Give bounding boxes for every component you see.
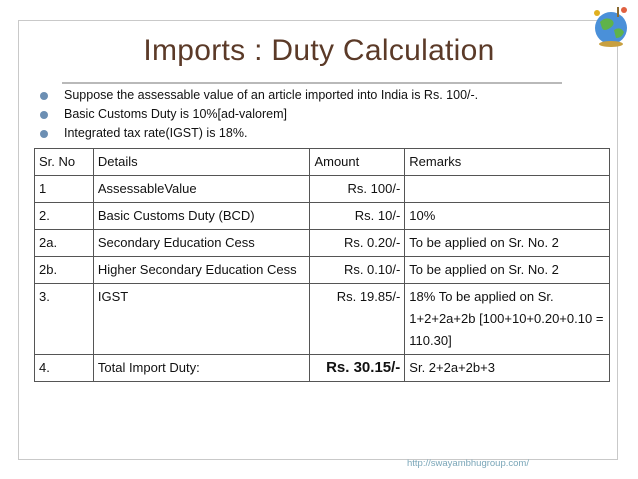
cell-sr-no: 2a. xyxy=(35,230,94,257)
cell-sr-no: 3. xyxy=(35,284,94,355)
header-remarks: Remarks xyxy=(405,149,610,176)
cell-details: Basic Customs Duty (BCD) xyxy=(93,203,310,230)
cell-remarks: 18% To be applied on Sr. 1+2+2a+2b [100+10+0.20+0.10 = 110.30] xyxy=(405,284,610,355)
cell-details: IGST xyxy=(93,284,310,355)
cell-remarks: To be applied on Sr. No. 2 xyxy=(405,230,610,257)
table-header-row xyxy=(35,149,610,176)
bullet-icon xyxy=(40,92,48,100)
cell-amount: Rs. 19.85/- xyxy=(310,284,405,355)
header-details: Details xyxy=(93,149,310,176)
bullet-icon xyxy=(40,111,48,119)
table-row xyxy=(35,257,610,284)
cell-details: Higher Secondary Education Cess xyxy=(93,257,310,284)
bullet-icon xyxy=(40,130,48,138)
cell-remarks xyxy=(405,176,610,203)
cell-remarks: 10% xyxy=(405,203,610,230)
cell-remarks: To be applied on Sr. No. 2 xyxy=(405,257,610,284)
table-row xyxy=(35,284,610,355)
cell-details: Total Import Duty: xyxy=(93,355,310,382)
cell-amount: Rs. 100/- xyxy=(310,176,405,203)
cell-sr-no: 1 xyxy=(35,176,94,203)
slide-title: Imports : Duty Calculation xyxy=(143,34,495,67)
cell-sr-no: 4. xyxy=(35,355,94,382)
cell-amount: Rs. 10/- xyxy=(310,203,405,230)
bullet-item: Integrated tax rate(IGST) is 18%. xyxy=(36,124,596,143)
title-underline xyxy=(62,82,562,84)
frame-line-left xyxy=(18,20,19,460)
cell-sr-no: 2b. xyxy=(35,257,94,284)
frame-line-top xyxy=(18,20,618,21)
cell-details: Secondary Education Cess xyxy=(93,230,310,257)
bullet-item: Suppose the assessable value of an article imported into India is Rs. 100/-. xyxy=(36,86,596,105)
cell-amount: Rs. 0.10/- xyxy=(310,257,405,284)
duty-table xyxy=(34,148,610,382)
cell-sr-no: 2. xyxy=(35,203,94,230)
cell-amount: Rs. 0.20/- xyxy=(310,230,405,257)
table-row-total xyxy=(35,355,610,382)
cell-amount-total: Rs. 30.15/- xyxy=(310,355,405,382)
bullet-item: Basic Customs Duty is 10%[ad-valorem] xyxy=(36,105,596,124)
frame-line-right xyxy=(617,20,618,460)
footer-url: http://swayambhugroup.com/ xyxy=(407,458,529,469)
table-row xyxy=(35,176,610,203)
cell-remarks: Sr. 2+2a+2b+3 xyxy=(405,355,610,382)
header-amount: Amount xyxy=(310,149,405,176)
cell-details: AssessableValue xyxy=(93,176,310,203)
table-row xyxy=(35,203,610,230)
table-row xyxy=(35,230,610,257)
header-sr-no: Sr. No xyxy=(35,149,94,176)
bullet-list xyxy=(36,86,596,143)
